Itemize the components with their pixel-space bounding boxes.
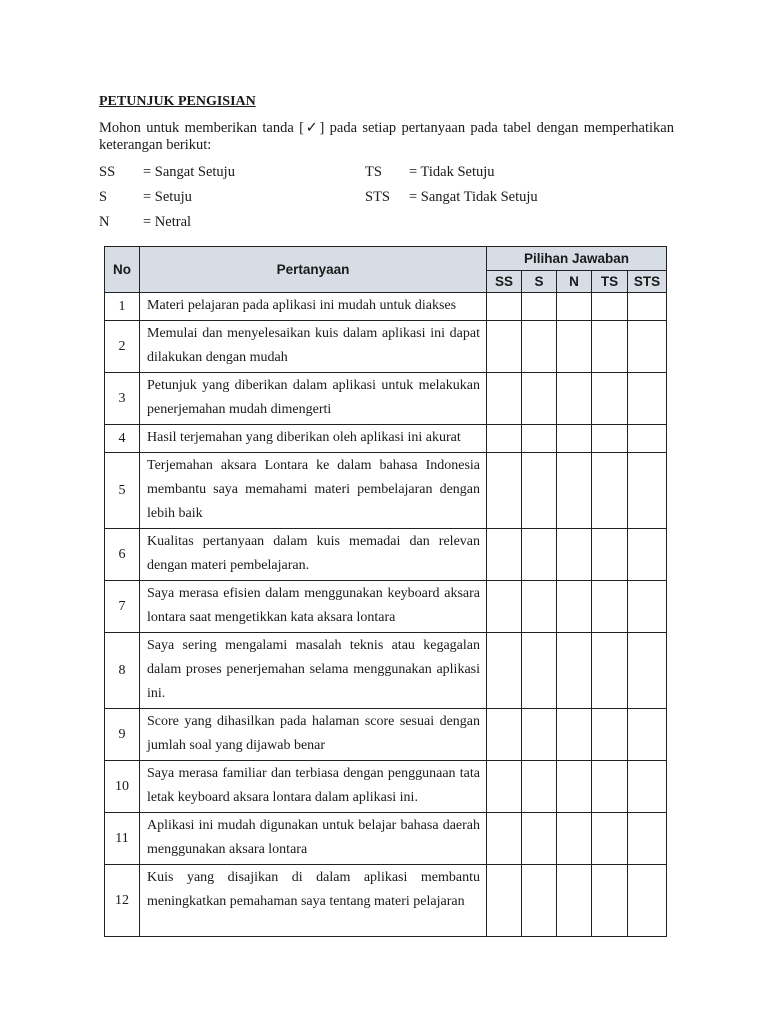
- questionnaire-table: [104, 246, 667, 937]
- answer-cell-ss[interactable]: [487, 813, 522, 865]
- answer-cell-s[interactable]: [522, 761, 557, 813]
- answer-cell-ts[interactable]: [592, 293, 628, 321]
- answer-cell-s[interactable]: [522, 709, 557, 761]
- table-row: [105, 865, 667, 937]
- question-text: Saya sering mengalami masalah teknis atau kegagalan dalam proses penerjemahan selama menggunakan aplikasi ini.: [140, 633, 487, 709]
- answer-cell-ts[interactable]: [592, 709, 628, 761]
- answer-cell-s[interactable]: [522, 453, 557, 529]
- question-text: Terjemahan aksara Lontara ke dalam bahasa Indonesia membantu saya memahami materi pembelajaran dengan lebih baik: [140, 453, 487, 529]
- table-row: [105, 529, 667, 581]
- answer-cell-ss[interactable]: [487, 581, 522, 633]
- answer-cell-ts[interactable]: [592, 529, 628, 581]
- answer-cell-n[interactable]: [557, 633, 592, 709]
- question-number: 2: [105, 321, 140, 373]
- header-option-sts: STS: [628, 271, 667, 293]
- legend-desc: = Sangat Tidak Setuju: [409, 189, 538, 205]
- answer-cell-s[interactable]: [522, 425, 557, 453]
- answer-cell-ss[interactable]: [487, 373, 522, 425]
- legend-row: [99, 185, 674, 210]
- answer-cell-sts[interactable]: [628, 453, 667, 529]
- legend-desc: = Setuju: [143, 189, 192, 205]
- answer-cell-sts[interactable]: [628, 529, 667, 581]
- table-row: [105, 425, 667, 453]
- answer-cell-n[interactable]: [557, 321, 592, 373]
- answer-cell-ss[interactable]: [487, 761, 522, 813]
- table-row: [105, 293, 667, 321]
- answer-cell-sts[interactable]: [628, 865, 667, 937]
- table-row: [105, 709, 667, 761]
- answer-cell-sts[interactable]: [628, 425, 667, 453]
- question-number: 1: [105, 293, 140, 321]
- header-option-s: S: [522, 271, 557, 293]
- instructions-section: [99, 92, 674, 235]
- legend: [99, 160, 674, 235]
- legend-code: N: [99, 214, 110, 230]
- answer-cell-s[interactable]: [522, 321, 557, 373]
- answer-cell-n[interactable]: [557, 373, 592, 425]
- answer-cell-sts[interactable]: [628, 293, 667, 321]
- question-text: Hasil terjemahan yang diberikan oleh aplikasi ini akurat: [140, 425, 487, 453]
- answer-cell-s[interactable]: [522, 373, 557, 425]
- header-no: No: [105, 247, 140, 293]
- question-text: Aplikasi ini mudah digunakan untuk belajar bahasa daerah menggunakan aksara lontara: [140, 813, 487, 865]
- answer-cell-ts[interactable]: [592, 581, 628, 633]
- table-row: [105, 633, 667, 709]
- header-option-n: N: [557, 271, 592, 293]
- question-text: Memulai dan menyelesaikan kuis dalam aplikasi ini dapat dilakukan dengan mudah: [140, 321, 487, 373]
- question-number: 11: [105, 813, 140, 865]
- legend-desc: = Sangat Setuju: [143, 164, 235, 180]
- table-row: [105, 581, 667, 633]
- legend-code: TS: [365, 164, 382, 180]
- question-number: 12: [105, 865, 140, 937]
- answer-cell-ss[interactable]: [487, 633, 522, 709]
- answer-cell-ss[interactable]: [487, 709, 522, 761]
- question-number: 9: [105, 709, 140, 761]
- answer-cell-n[interactable]: [557, 425, 592, 453]
- question-text: Petunjuk yang diberikan dalam aplikasi untuk melakukan penerjemahan mudah dimengerti: [140, 373, 487, 425]
- answer-cell-sts[interactable]: [628, 373, 667, 425]
- answer-cell-ts[interactable]: [592, 425, 628, 453]
- table-row: [105, 813, 667, 865]
- header-option-ss: SS: [487, 271, 522, 293]
- table-row: [105, 373, 667, 425]
- answer-cell-n[interactable]: [557, 453, 592, 529]
- answer-cell-ts[interactable]: [592, 865, 628, 937]
- answer-cell-ts[interactable]: [592, 453, 628, 529]
- header-option-ts: TS: [592, 271, 628, 293]
- answer-cell-ss[interactable]: [487, 865, 522, 937]
- answer-cell-ss[interactable]: [487, 321, 522, 373]
- question-text: Materi pelajaran pada aplikasi ini mudah untuk diakses: [140, 293, 487, 321]
- answer-cell-ts[interactable]: [592, 813, 628, 865]
- answer-cell-n[interactable]: [557, 581, 592, 633]
- answer-cell-sts[interactable]: [628, 709, 667, 761]
- answer-cell-n[interactable]: [557, 293, 592, 321]
- answer-cell-s[interactable]: [522, 633, 557, 709]
- answer-cell-sts[interactable]: [628, 761, 667, 813]
- answer-cell-ss[interactable]: [487, 293, 522, 321]
- questionnaire-body: [105, 293, 667, 937]
- question-number: 5: [105, 453, 140, 529]
- answer-cell-n[interactable]: [557, 709, 592, 761]
- answer-cell-sts[interactable]: [628, 321, 667, 373]
- question-text: Saya merasa efisien dalam menggunakan keyboard aksara lontara saat mengetikkan kata aksara lontara: [140, 581, 487, 633]
- answer-cell-n[interactable]: [557, 761, 592, 813]
- table-row: [105, 321, 667, 373]
- page-heading: PETUNJUK PENGISIAN: [99, 94, 256, 109]
- table-row: [105, 453, 667, 529]
- question-number: 6: [105, 529, 140, 581]
- answer-cell-ss[interactable]: [487, 453, 522, 529]
- answer-cell-ss[interactable]: [487, 425, 522, 453]
- question-text: Score yang dihasilkan pada halaman score sesuai dengan jumlah soal yang dijawab benar: [140, 709, 487, 761]
- question-number: 4: [105, 425, 140, 453]
- question-text: Kualitas pertanyaan dalam kuis memadai dan relevan dengan materi pembelajaran.: [140, 529, 487, 581]
- header-choices: Pilihan Jawaban: [487, 247, 667, 271]
- legend-desc: = Tidak Setuju: [409, 164, 495, 180]
- answer-cell-ss[interactable]: [487, 529, 522, 581]
- question-number: 3: [105, 373, 140, 425]
- answer-cell-sts[interactable]: [628, 581, 667, 633]
- header-question: Pertanyaan: [140, 247, 487, 293]
- legend-code: SS: [99, 164, 116, 180]
- answer-cell-s[interactable]: [522, 813, 557, 865]
- question-number: 7: [105, 581, 140, 633]
- answer-cell-n[interactable]: [557, 865, 592, 937]
- answer-cell-s[interactable]: [522, 529, 557, 581]
- legend-desc: = Netral: [143, 214, 192, 230]
- answer-cell-s[interactable]: [522, 865, 557, 937]
- answer-cell-sts[interactable]: [628, 813, 667, 865]
- legend-row: [99, 210, 674, 235]
- question-number: 8: [105, 633, 140, 709]
- answer-cell-ts[interactable]: [592, 761, 628, 813]
- answer-cell-s[interactable]: [522, 293, 557, 321]
- intro-text: Mohon untuk memberikan tanda [✓] pada setiap pertanyaan pada tabel dengan memperhatikan keterangan berikut:: [99, 120, 674, 153]
- table-row: [105, 761, 667, 813]
- answer-cell-ts[interactable]: [592, 633, 628, 709]
- answer-cell-s[interactable]: [522, 581, 557, 633]
- answer-cell-ts[interactable]: [592, 373, 628, 425]
- legend-code: STS: [365, 189, 390, 205]
- question-number: 10: [105, 761, 140, 813]
- legend-code: S: [99, 189, 108, 205]
- question-text: Kuis yang disajikan di dalam aplikasi membantu meningkatkan pemahaman saya tentang materi pelajaran: [140, 865, 487, 937]
- answer-cell-n[interactable]: [557, 813, 592, 865]
- question-text: Saya merasa familiar dan terbiasa dengan penggunaan tata letak keyboard aksara lontara dalam aplikasi ini.: [140, 761, 487, 813]
- answer-cell-ts[interactable]: [592, 321, 628, 373]
- answer-cell-sts[interactable]: [628, 633, 667, 709]
- legend-row: [99, 160, 674, 185]
- answer-cell-n[interactable]: [557, 529, 592, 581]
